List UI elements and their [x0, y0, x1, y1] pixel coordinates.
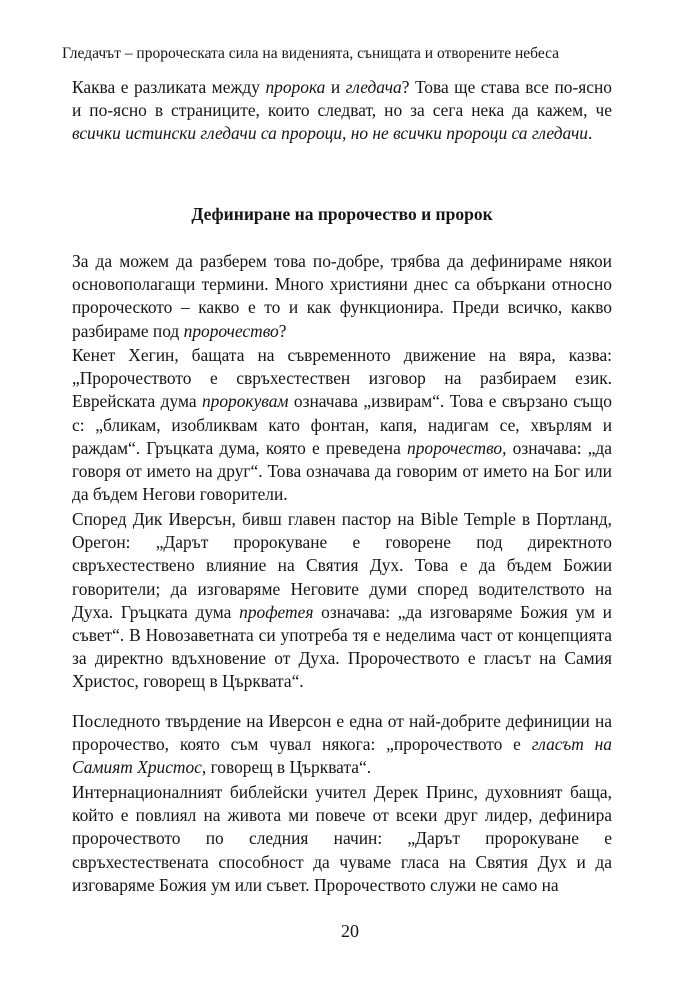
text-run: Интернационалният библейски учител Дерек Принс, духовният баща, който е повлиял на живота ми повече от всеки друг лидер, дефинира пророчеството по следния начин: „Дарът пророкуване е свръхестествената способност да чуваме гласа на Святия Дух и да изговаряме Божия ум или съвет. Пророчеството служи не само на	[72, 782, 612, 895]
paragraph-prince-definition	[72, 781, 612, 897]
text-run: означава: „да изговаряме Божия ум и съвет“. В Новозаветната си употреба тя е неделима част от концепцията за директно вдъхновение от Духа. Пророчеството е гласът на Самия Христос, говорещ в Църквата“.	[72, 601, 612, 692]
italic-text: пророка	[265, 77, 326, 97]
paragraph-hagin-quote	[72, 344, 612, 506]
paragraph-defining-terms	[72, 250, 612, 343]
italic-text: пророчество	[183, 320, 279, 341]
page-number: 20	[341, 921, 359, 941]
text-run: означава „извирам“. Това е свързано също с: „бликам, изобликвам като фонтан, капя, надигам се, хвърлям и раждам“. Гръцката дума, която е преведена	[72, 391, 612, 458]
italic-text: гласът на Самият Христос	[72, 734, 613, 778]
paragraph-best-definition	[72, 710, 612, 780]
text-run: ? Това ще става все по-ясно и по-ясно в страниците, които следват, но за сега нека да кажем, че	[72, 77, 612, 121]
text-run: , говорещ в Църквата“.	[201, 757, 372, 778]
text-run: .	[587, 123, 593, 144]
text-run: За да можем да разберем това по-добре, трябва да дефинираме някои основополагащи термини. Много християни днес са объркани относно пророческото – какво е то и как функционира. Преди всичко, какво разбираме под	[72, 251, 612, 341]
text-run: Според Дик Иверсън, бивш главен пастор на Bible Temple в Портланд, Орегон: „Дарът пророкуване е говорене под директното свръхестествено влияние на Святия Дух. Това е да бъдем Божии говорители; да изговаряме Неговите думи според водителството на Духа. Гръцката дума	[72, 509, 612, 622]
text-run: Последното твърдение на Иверсон е една от най-добрите дефиниции на пророчество, която съм чувал някога: „пророчеството е	[72, 711, 612, 755]
text-run: ?	[278, 320, 287, 341]
italic-text: пророкувам	[201, 391, 289, 412]
text-run: и	[325, 77, 346, 97]
text-run: Кенет Хегин, бащата на съвременното движение на вяра, казва: „Пророчеството е свръхестествен изговор на разбираем език. Еврейската дума	[72, 345, 612, 412]
section-heading: Дефиниране на пророчество и пророк	[191, 204, 493, 224]
italic-text: профетея	[239, 601, 314, 622]
paragraph-iverson-quote	[72, 508, 612, 694]
italic-text: пророчество,	[407, 437, 507, 458]
running-header: Гледачът – пророческата сила на виденията, сънищата и отворените небеса	[62, 45, 560, 62]
paragraph-seer-vs-prophet	[72, 76, 612, 146]
italic-text: всички истински гледачи са пророци, но не всички пророци са гледачи	[72, 123, 588, 144]
text-run: означава: „да говоря от името на друг“. Това означава да говорим от името на Бог или да бъдем Негови говорители.	[72, 437, 612, 505]
text-run: Каква е разликата между	[72, 77, 266, 97]
italic-text: гледача	[345, 77, 402, 97]
